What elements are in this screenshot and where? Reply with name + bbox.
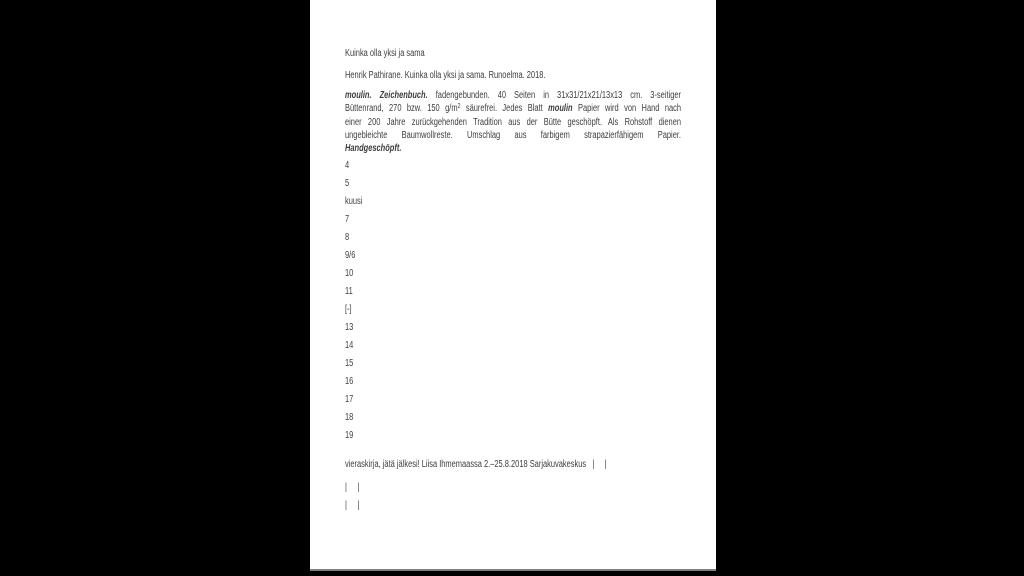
page-number-item: 13 [345,322,354,333]
superscript: 2 [457,103,461,110]
description-text: Papier wird von Hand nach [572,103,682,114]
description-paragraph [345,89,681,155]
page-number-item: kuusi [345,196,363,207]
description-text: Büttenrand, 270 bzw. 150 g/m [345,103,458,114]
page-number-list [345,159,681,442]
page-number-item: 8 [345,232,350,243]
description-line: einer 200 Jahre zurückgehenden Tradition aus der Bütte geschöpft. Als Rohstoff dienen [345,117,682,128]
page-number-item: 15 [345,358,354,369]
page-number-item: 4 [345,160,350,171]
page-number-item: 17 [345,394,354,405]
page-number-item: 14 [345,340,354,351]
description-line [345,89,681,102]
description-line: ungebleichte Baumwollreste. Umschlag aus farbigem strapazierfähigem Papier. [345,130,682,141]
page-number-item: 16 [345,376,354,387]
guestbook-line: vieraskirja, jätä jälkesi! Liisa Ihmemaassa 2.–25.8.2018 Sarjakuvakeskus | | [345,459,607,470]
document-byline: Henrik Pathirane. Kuinka olla yksi ja sama. Runoelma. 2018. [345,70,546,81]
description-text: fadengebunden. 40 Seiten in 31x31/21x21/13x13 cm. 3-seitiger [427,90,682,101]
description-text: säurefrei. Jedes Blatt [460,103,549,114]
page-number-item: 9/6 [345,250,356,261]
page-number-item: 10 [345,268,354,279]
page-number-item: 11 [345,286,353,297]
page-number-item: 18 [345,412,354,423]
description-bold-italic: moulin. Zeichenbuch. [345,90,428,101]
page-number-item: [-] [345,304,352,315]
page-number-item: 19 [345,430,354,441]
page-number-item: 5 [345,178,350,189]
document-content [345,47,681,512]
pipe-line: | | [345,500,360,511]
description-bold-italic: Handgeschöpft. [345,143,402,154]
document-title: Kuinka olla yksi ja sama [345,48,425,59]
description-bold-italic: moulin [548,103,573,114]
pipe-line: | | [345,482,360,493]
page-number-item: 7 [345,214,350,225]
document-page [310,0,716,571]
description-line [345,102,681,116]
